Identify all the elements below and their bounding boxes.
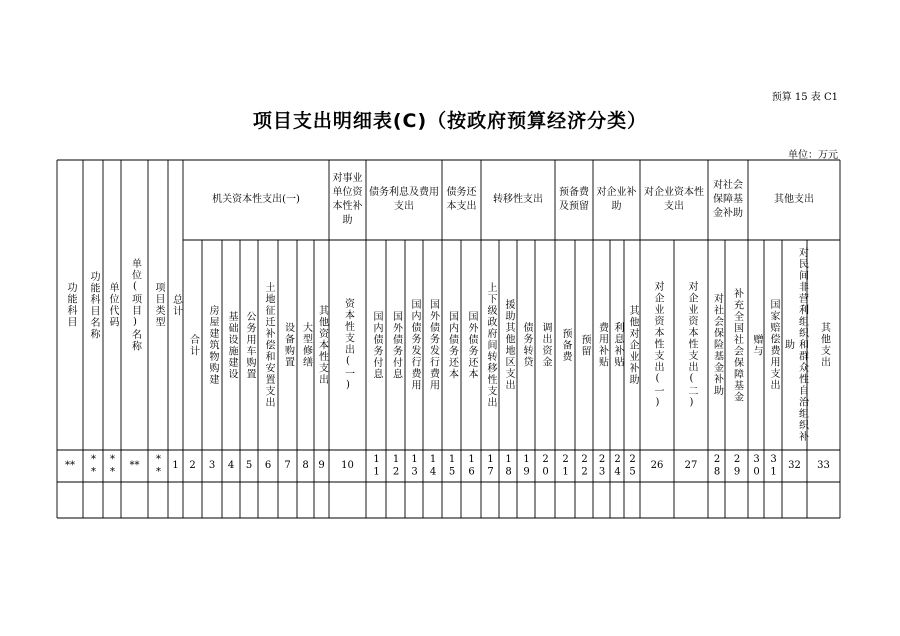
column-header-34: 赠与: [751, 333, 762, 357]
index-cell-12: 8: [302, 460, 309, 471]
index-cell-11: 7: [284, 460, 291, 471]
group-header-3: 债务还本支出: [446, 187, 477, 212]
column-header-19: 国内债务还本: [446, 310, 458, 380]
index-cell-30: 26: [650, 460, 664, 471]
column-header-18: 国外债务发行费用: [427, 299, 439, 391]
column-header-6: 合计: [187, 333, 199, 357]
index-cell-20: 16: [466, 453, 477, 479]
index-cell-34: 30: [751, 453, 762, 479]
index-cell-14: 10: [341, 460, 354, 471]
index-cell-28: 24: [612, 453, 623, 479]
index-cell-5: 1: [172, 460, 179, 471]
index-cell-1: **: [88, 453, 99, 479]
form-code: 预算 15 表 C1: [771, 92, 838, 103]
group-header-7: 对企业资本性支出: [644, 187, 704, 212]
index-cell-0: **: [65, 460, 75, 471]
index-cell-33: 29: [731, 453, 743, 479]
group-header-9: 其他支出: [774, 194, 814, 205]
column-header-25: 预备费: [560, 327, 571, 363]
fixed-header-0: 功能科目: [65, 282, 76, 328]
index-cell-25: 21: [560, 453, 571, 479]
column-header-29: 其他对企业补助: [627, 304, 638, 386]
column-header-9: 公务用车购置: [244, 310, 255, 380]
column-header-11: 设备购置: [282, 322, 294, 368]
index-cell-22: 18: [503, 453, 514, 479]
fixed-header-2: 单位代码: [107, 282, 118, 328]
column-header-13: 其他资本性支出: [316, 304, 328, 386]
column-header-12: 大型修缮: [300, 322, 312, 368]
group-header-0: 机关资本性支出(一): [212, 194, 300, 205]
column-header-37: 其他支出: [818, 322, 830, 368]
index-cell-13: 9: [318, 460, 325, 471]
index-cell-37: 33: [817, 460, 830, 471]
index-cell-7: 3: [208, 460, 216, 471]
column-header-15: 国内债务付息: [371, 310, 382, 380]
index-cell-24: 20: [540, 453, 551, 479]
column-header-16: 国外债务付息: [390, 310, 402, 380]
index-cell-6: 2: [189, 460, 196, 471]
index-cell-31: 27: [684, 460, 698, 471]
column-header-20: 国外债务还本: [466, 310, 477, 380]
index-cell-26: 22: [579, 453, 590, 479]
index-cell-16: 12: [390, 453, 402, 479]
group-header-2: 债务利息及费用支出: [369, 187, 439, 212]
column-header-32: 对社会保险基金补助: [711, 293, 723, 397]
index-cell-27: 23: [596, 453, 608, 479]
column-header-33: 补充全国社会保障基金: [731, 287, 743, 403]
index-cell-8: 4: [227, 460, 235, 471]
column-header-17: 国内债务发行费用: [409, 299, 420, 391]
column-header-24: 调出资金: [540, 322, 551, 368]
column-header-21: 上下级政府间转移性支出: [485, 281, 496, 409]
column-header-27: 费用补贴: [596, 322, 608, 368]
index-cell-35: 31: [768, 453, 779, 479]
index-cell-2: **: [107, 453, 118, 479]
fixed-header-4: 项目类型: [153, 282, 164, 328]
fixed-header-5: 总计: [170, 293, 182, 317]
budget-table: [57, 160, 840, 518]
index-cell-23: 19: [521, 453, 532, 479]
column-header-22: 援助其他地区支出: [503, 299, 514, 391]
page-title: 项目支出明细表(C)（按政府预算经济分类）: [252, 110, 648, 132]
column-header-26: 预留: [579, 333, 590, 357]
index-cell-29: 25: [627, 453, 638, 479]
column-header-36: 对民间非营利组织和群众性自治组织补助: [782, 247, 808, 443]
index-cell-17: 13: [409, 453, 420, 479]
column-header-31: 对企业资本性支出(二): [686, 280, 697, 410]
index-cell-18: 14: [427, 453, 439, 479]
column-header-30: 对企业资本性支出(一): [652, 280, 663, 410]
column-header-10: 土地征迁补偿和安置支出: [263, 281, 274, 409]
index-cell-19: 15: [446, 453, 458, 479]
index-cell-10: 6: [264, 460, 272, 471]
column-header-28: 利息补贴: [612, 322, 623, 368]
column-header-23: 债务转贷: [521, 322, 532, 368]
index-cell-32: 28: [711, 453, 723, 479]
unit-label: 单位：万元: [788, 150, 838, 161]
index-cell-9: 5: [245, 460, 253, 471]
column-header-35: 国家赔偿费用支出: [768, 299, 779, 391]
group-header-1: 对事业单位资本性补助: [332, 173, 363, 226]
group-header-4: 转移性支出: [493, 194, 543, 205]
column-header-8: 基础设施建设: [226, 310, 237, 380]
group-header-5: 预备费及预留: [559, 187, 589, 212]
group-header-8: 对社会保障基金补助: [713, 180, 743, 219]
index-cell-3: **: [129, 460, 140, 471]
index-cell-21: 17: [485, 453, 496, 479]
index-cell-4: **: [153, 453, 164, 479]
column-header-7: 房屋建筑物购建: [207, 304, 218, 386]
group-header-6: 对企业补助: [596, 187, 637, 212]
fixed-header-1: 功能科目名称: [88, 270, 99, 340]
index-cell-15: 11: [371, 453, 382, 479]
column-header-14: 资本性支出(一): [342, 298, 354, 392]
index-cell-36: 32: [788, 460, 801, 471]
fixed-header-3: 单位(项目)名称: [129, 258, 141, 352]
